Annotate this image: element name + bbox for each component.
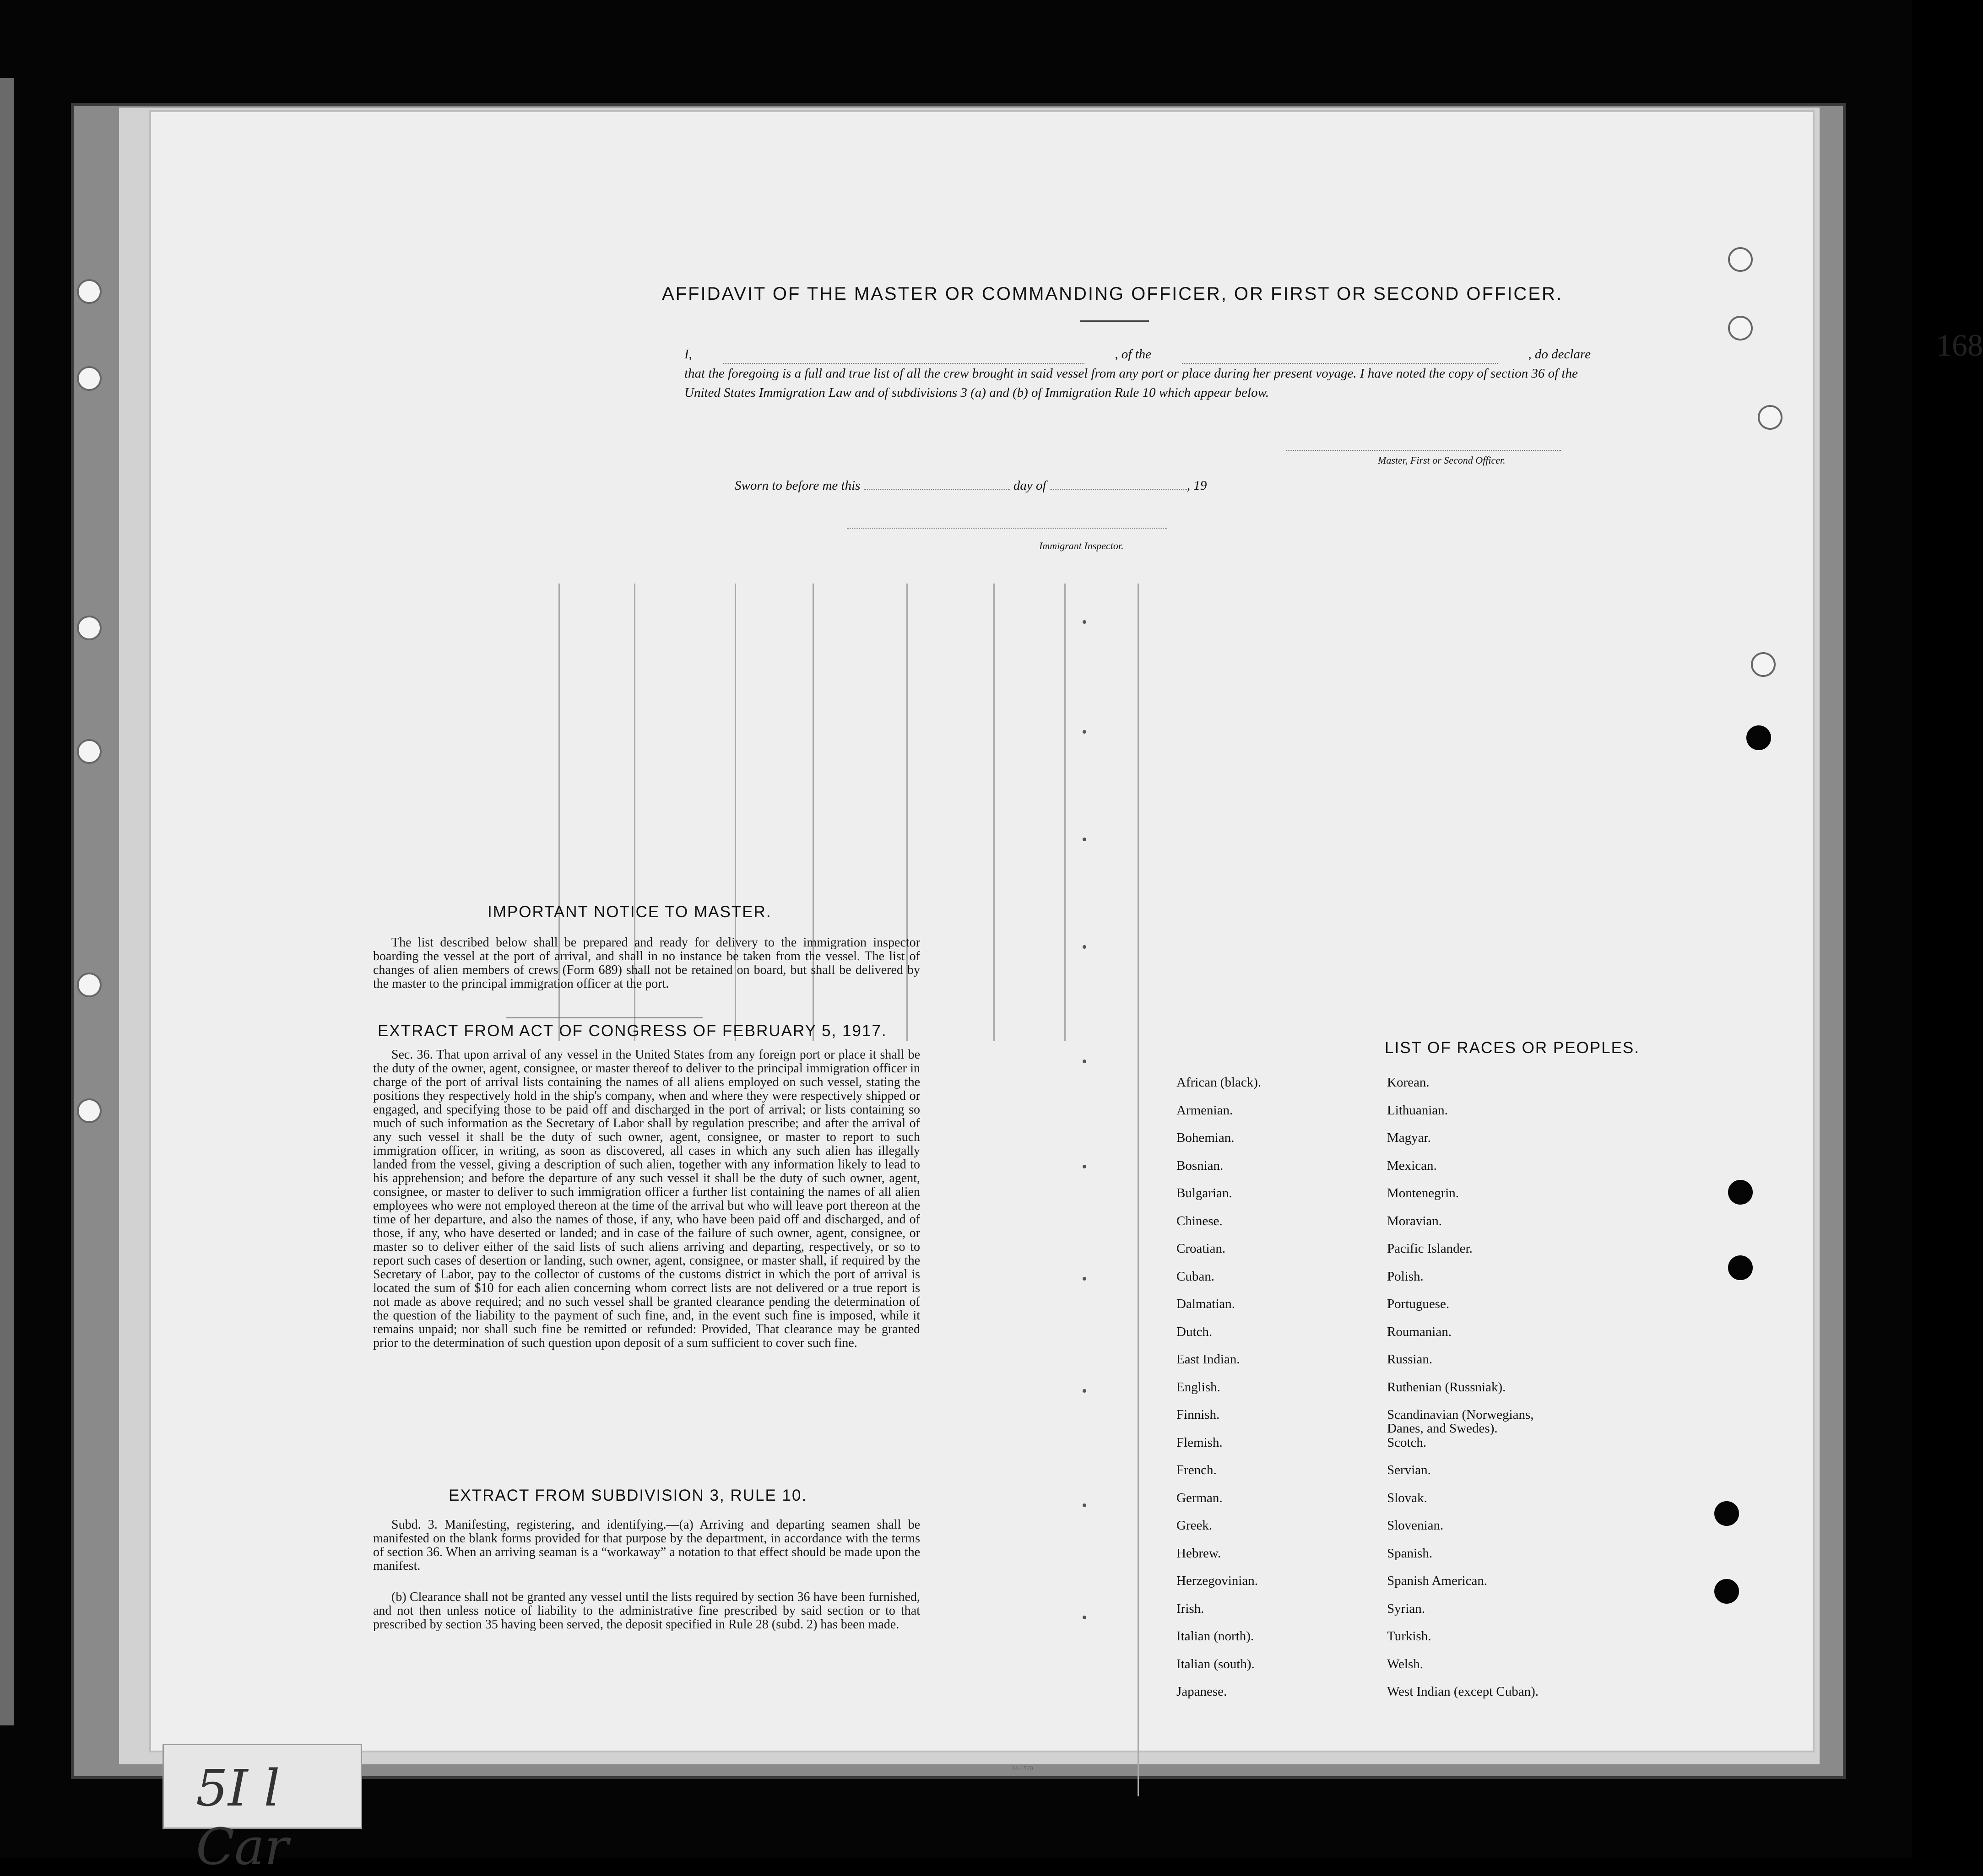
act-extract-text: Sec. 36. That upon arrival of any vessel in the United States from any foreign port or place it shall be the duty of the owner, agent, consignee, or master thereof to deliver to the principal immigration officer in charge of the port of arrival lists containing the names of all aliens employed on such vessel, stating the positions they respectively hold in the ship's company, when and where they were respectively shipped or engaged, and specifying those to be paid off and discharged in the port of arrival; or lists containing so much of such information as the Secretary of Labor shall by regulation prescribe; and after the arrival of any such vessel it shall be the duty of such owner, agent, consignee, or master to report to such immigration officer, in writing, as soon as discovered, all cases in which any such alien has illegally landed from the vessel, giving a description of such alien, together with any information likely to lead to his apprehension; and before the departure of any such vessel it shall be the duty of such owner, agent, consignee, or master to deliver to such immigration officer a further list containing the names of all alien employees who were not employed thereon at the time of the arrival but who will leave port thereon at the time of her departure, and also the names of those, if any, who have been paid off and discharged, and of those, if any, who have deserted or landed; and in case of the failure of such owner, agent, consignee, or master so to deliver either of the said lists of such aliens arriving and departing, respectively, or so to report such cases of desertion or landing, such owner, agent, consignee, or master shall, if required by the Secretary of Labor, pay to the collector of customs of the customs district in which the port of arrival is located the sum of $10 for each alien concerning whom correct lists are not delivered or a true report is not made as above required; and no such vessel shall be granted clearance pending the determination of the question of the liability to the payment of such fine, and, in the event such fine is imposed, while it remains unpaid; nor shall such fine be remitted or refunded: Provided, That clearance may be granted prior to the determination of such question upon deposit of a sum sufficient to cover such fine.	[373, 1048, 920, 1350]
race-item: German.	[1176, 1490, 1223, 1505]
race-item: Hebrew.	[1176, 1546, 1221, 1561]
race-item: Scotch.	[1387, 1435, 1427, 1450]
binder-hole	[77, 739, 102, 764]
race-item: Chinese.	[1176, 1213, 1223, 1228]
race-item: Italian (north).	[1176, 1629, 1254, 1644]
race-item: Croatian.	[1176, 1241, 1226, 1256]
ditto-dot	[1083, 945, 1086, 949]
officer-signature-line	[1286, 450, 1561, 451]
race-item: Japanese.	[1176, 1684, 1227, 1699]
race-item: Roumanian.	[1387, 1324, 1452, 1339]
ditto-dot	[1083, 1165, 1086, 1168]
binder-hole	[77, 1098, 102, 1123]
race-item: Portuguese.	[1387, 1297, 1450, 1311]
race-item: East Indian.	[1176, 1352, 1240, 1367]
bleed-through-rule	[1138, 584, 1139, 1796]
race-item: Slovenian.	[1387, 1518, 1444, 1533]
binder-hole	[1728, 1180, 1753, 1205]
race-item: Finnish.	[1176, 1407, 1220, 1422]
sworn-line	[735, 478, 1207, 493]
inspector-signature-line	[847, 528, 1167, 529]
race-item: Bohemian.	[1176, 1130, 1235, 1145]
notice-divider	[506, 1017, 703, 1018]
page-number: 168	[1936, 328, 1983, 362]
bleed-through-rule	[1064, 584, 1066, 1041]
race-item: Scandinavian (Norwegians, Danes, and Swedes).	[1387, 1407, 1534, 1436]
race-item: Cuban.	[1176, 1269, 1214, 1284]
race-item: Dutch.	[1176, 1324, 1213, 1339]
binder-hole	[1751, 652, 1776, 677]
sworn-prefix: Sworn to before me this	[735, 478, 861, 493]
race-item: Flemish.	[1176, 1435, 1223, 1450]
race-item: Italian (south).	[1176, 1656, 1255, 1671]
binder-hole	[1728, 1255, 1753, 1280]
ditto-dot	[1083, 1389, 1086, 1393]
race-item: Polish.	[1387, 1269, 1424, 1284]
adjacent-page-edge	[0, 78, 14, 1725]
race-item: Welsh.	[1387, 1656, 1424, 1671]
race-item: Turkish.	[1387, 1629, 1431, 1644]
affidavit-body: that the foregoing is a full and true list of all the crew brought in said vessel from any port or place during her present voyage. I have noted the copy of section 36 of the United States Immigration Law and of subdivisions 3 (a) and (b) of Immigration Rule 10 which appear below.	[684, 366, 1578, 400]
race-item: Syrian.	[1387, 1601, 1425, 1616]
race-item: Irish.	[1176, 1601, 1204, 1616]
race-item: Moravian.	[1387, 1213, 1442, 1228]
race-item: Montenegrin.	[1387, 1186, 1459, 1200]
sworn-month-field	[1050, 489, 1187, 490]
race-item: Magyar.	[1387, 1130, 1431, 1145]
manifest-page	[151, 112, 1983, 1772]
races-list-left	[1176, 1076, 1261, 1713]
race-item: African (black).	[1176, 1075, 1262, 1090]
race-item: English.	[1176, 1379, 1220, 1395]
ditto-dot	[1083, 1060, 1086, 1063]
affidavit-title: AFFIDAVIT OF THE MASTER OR COMMANDING OFFICER, OR FIRST OR SECOND OFFICER.	[662, 284, 1563, 304]
rule-para-a: Subd. 3. Manifesting, registering, and identifying.—(a) Arriving and departing seamen shall be manifested on the blank forms provided for that purpose by the department, in accordance with the terms of section 36. When an arriving seaman is a “workaway” a notation to that effect should be made upon the manifest.	[373, 1518, 920, 1573]
affidavit-text	[684, 345, 1591, 402]
races-heading: LIST OF RACES OR PEOPLES.	[1385, 1039, 1640, 1057]
binder-hole	[77, 279, 102, 304]
race-item: Russian.	[1387, 1352, 1433, 1367]
race-item: Ruthenian (Russniak).	[1387, 1379, 1506, 1395]
ditto-dot	[1083, 730, 1086, 734]
race-item: Greek.	[1176, 1518, 1213, 1533]
title-rule	[1080, 320, 1149, 322]
declaration-line	[684, 345, 1591, 364]
ditto-dot	[1083, 620, 1086, 624]
binder-hole	[1746, 725, 1771, 750]
bottom-tab	[163, 1744, 362, 1876]
year-prefix: , 19	[1187, 478, 1207, 493]
day-of-text: day of	[1013, 478, 1046, 493]
ditto-dot	[1083, 1277, 1086, 1281]
sworn-day-field	[864, 489, 1010, 490]
act-extract-heading: EXTRACT FROM ACT OF CONGRESS OF FEBRUARY 5, 1917.	[378, 1022, 887, 1040]
races-list-right	[1387, 1076, 1539, 1713]
ditto-dot	[1083, 1503, 1086, 1507]
race-item: West Indian (except Cuban).	[1387, 1684, 1539, 1699]
declarant-name-field	[723, 345, 1084, 364]
binder-hole	[1714, 1579, 1739, 1604]
race-item: Korean.	[1387, 1075, 1430, 1090]
race-item: Bosnian.	[1176, 1158, 1224, 1173]
inspector-caption: Immigrant Inspector.	[1039, 540, 1124, 551]
declare-text: , do declare	[1528, 347, 1591, 362]
race-item: French.	[1176, 1463, 1217, 1477]
race-item: Armenian.	[1176, 1103, 1233, 1118]
race-item: Dalmatian.	[1176, 1297, 1235, 1311]
race-item: Herzegovinian.	[1176, 1573, 1258, 1588]
race-item: Pacific Islander.	[1387, 1241, 1473, 1256]
bleed-through-rule	[993, 584, 995, 1041]
rule-para-b: (b) Clearance shall not be granted any vessel until the lists required by section 36 have been furnished, and not then unless notice of liability to the administrative fine prescribed by said section or to that prescribed by section 35 having been served, the deposit specified in Rule 28 (subd. 2) has been made.	[373, 1590, 920, 1632]
race-item: Spanish.	[1387, 1546, 1433, 1561]
binder-hole	[1758, 405, 1783, 430]
notice-text: The list described below shall be prepared and ready for delivery to the immigration inspector boarding the vessel at the port of arrival, and shall in no instance be taken from the vessel. The list of changes of alien members of crews (Form 689) shall not be retained on board, but shall be delivered by the master to the principal immigration officer at the port.	[373, 935, 920, 991]
race-item: Bulgarian.	[1176, 1186, 1232, 1200]
declarant-prefix: I,	[684, 347, 692, 362]
signature-caption: Master, First or Second Officer.	[1378, 454, 1506, 466]
race-item: Lithuanian.	[1387, 1103, 1448, 1118]
vessel-name-field	[1182, 345, 1498, 364]
binder-hole	[1714, 1501, 1739, 1526]
binder-hole	[1728, 316, 1753, 341]
binder-hole	[1728, 247, 1753, 272]
race-item: Servian.	[1387, 1463, 1431, 1477]
ditto-dot	[1083, 1616, 1086, 1619]
rule-extract-heading: EXTRACT FROM SUBDIVISION 3, RULE 10.	[449, 1487, 807, 1504]
of-the-text: , of the	[1115, 347, 1152, 362]
race-item: Spanish American.	[1387, 1573, 1488, 1588]
ditto-dot	[1083, 838, 1086, 841]
binder-hole	[77, 616, 102, 640]
binder-hole	[77, 973, 102, 997]
form-code: 14-1540	[1012, 1765, 1033, 1772]
race-item: Slovak.	[1387, 1490, 1427, 1505]
race-item: Mexican.	[1387, 1158, 1437, 1173]
tab-handwriting: 5I l Car	[196, 1759, 289, 1876]
binder-hole	[77, 366, 102, 391]
notice-heading: IMPORTANT NOTICE TO MASTER.	[488, 903, 772, 921]
